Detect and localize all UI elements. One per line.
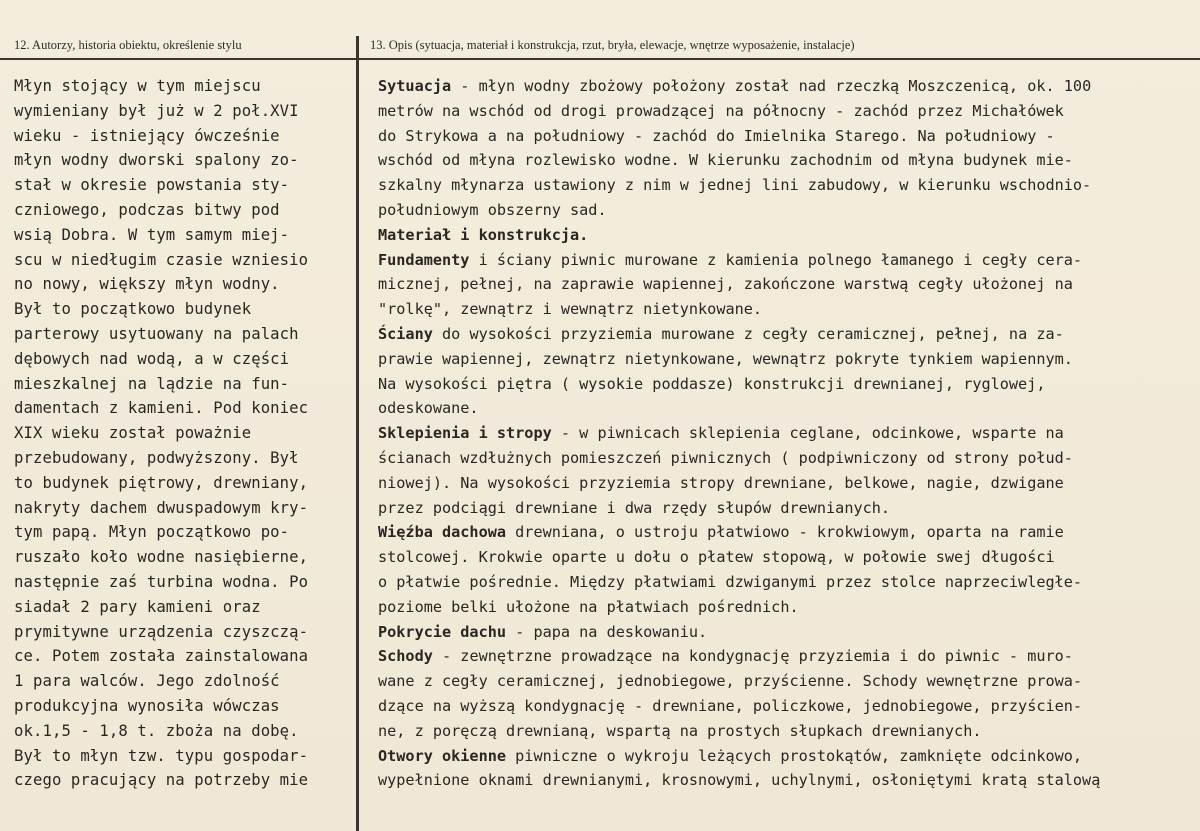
description-text-line [378,446,1186,471]
description-text: piwniczne o wykroju leżących prostokątów, zamknięte odcinkowo, [506,746,1083,765]
history-column [14,74,344,793]
description-text-line [378,272,1186,297]
history-text-line: młyn wodny dworski spalony zo- [14,151,299,170]
history-text-line: wsią Dobra. W tym samym miej- [14,225,290,244]
description-text: o płatwie pośrednie. Między płatwiami dzwiganymi przez stolce naprzeciwległe- [378,572,1083,591]
description-text: przez podciągi drewniane i dwa rzędy słupów drewnianych. [378,498,891,517]
history-text-line: siadał 2 pary kamieni oraz [14,597,261,616]
description-text-line [378,223,1186,248]
history-text-line: XIX wieku został poważnie [14,424,252,443]
description-text: - papa na deskowaniu. [506,622,708,641]
description-text-line [378,669,1186,694]
description-text-line [378,173,1186,198]
description-text: drewniana, o ustroju płatwiowo - krokwiowym, oparta na ramie [506,523,1064,542]
description-text: dzące na wyższą kondygnację - drewniane, policzkowe, jednobiegowe, przyścien- [378,696,1083,715]
description-text-line [378,148,1186,173]
description-text-line [378,496,1186,521]
description-text-line [378,421,1186,446]
description-text: południowym obszerny sad. [378,200,607,219]
description-text: "rolkę", zewnątrz i wewnątrz nietynkowane. [378,300,763,319]
section-heading: Materiał i konstrukcja. [378,225,589,244]
history-text-line: 1 para walców. Jego zdolność [14,672,280,691]
description-text: odeskowane. [378,399,479,418]
description-text: ścianach wzdłużnych pomieszczeń piwnicznych ( podpiwniczony od strony połud- [378,448,1073,467]
description-column [378,74,1186,793]
section-heading: Sklepienia i stropy [378,424,552,443]
section-heading: Więźba dachowa [378,523,507,542]
description-text: micznej, pełnej, na zaprawie wapiennej, zakończone warstwą cegły ułożonej na [378,275,1073,294]
description-text: poziome belki ułożone na płatwiach pośrednich. [378,597,799,616]
history-text-line: stał w okresie powstania sty- [14,176,290,195]
section-heading: Pokrycie dachu [378,622,507,641]
history-text-line: dębowych nad wodą, a w części [14,349,290,368]
description-text-line [378,744,1186,769]
description-text-line [378,198,1186,223]
description-text-line [378,322,1186,347]
history-text-line: czego pracujący na potrzeby mie [14,771,309,790]
history-text-line: Młyn stojący w tym miejscu [14,77,261,95]
history-text-line: ruszało koło wodne nasiębierne, [14,548,309,567]
history-text-line: scu w niedługim czasie wzniesio [14,250,309,269]
description-text-line [378,372,1186,397]
description-text-line [378,297,1186,322]
description-text: - zewnętrzne prowadzące na kondygnację przyziemia i do piwnic - muro- [432,647,1073,666]
description-text-line [378,74,1186,99]
description-text: Na wysokości piętra ( wysokie poddasze) konstrukcji drewnianej, ryglowej, [378,374,1046,393]
description-text: wane z cegły ceramicznej, jednobiegowe, przyścienne. Schody wewnętrzne prowa- [378,672,1083,691]
history-text-line: ok.1,5 - 1,8 t. zboża na dobę. [14,721,299,740]
history-text-line: ce. Potem została zainstalowana [14,647,309,666]
description-text-line [378,545,1186,570]
description-text-line [378,248,1186,273]
section-heading: Fundamenty [378,250,470,269]
description-text-line [378,694,1186,719]
section-heading: Sytuacja [378,77,452,95]
description-text-line [378,520,1186,545]
description-text-line [378,570,1186,595]
history-text-line: Był to młyn tzw. typu gospodar- [14,746,309,765]
description-text-line [378,595,1186,620]
history-text-line: damentach z kamieni. Pod koniec [14,399,309,418]
history-text-line: Był to początkowo budynek [14,300,252,319]
history-text-line: nakryty dachem dwuspadowym kry- [14,498,309,517]
description-text-line [378,620,1186,645]
description-text: prawie wapiennej, zewnątrz nietynkowane, wewnątrz pokryte tynkiem wapiennym. [378,349,1073,368]
description-text: - w piwnicach sklepienia ceglane, odcinkowe, wsparte na [551,424,1064,443]
history-text-line: produkcyjna wynosiła wówczas [14,696,280,715]
history-text-line: przebudowany, podwyższony. Był [14,448,299,467]
description-text-line [378,768,1186,793]
header-divider [0,58,1200,60]
section-12-header: 12. Autorzy, historia obiektu, określenie stylu [14,38,242,52]
description-text: ne, z poręczą drewnianą, wspartą na prostych słupkach drewnianych. [378,721,982,740]
history-text-line: prymitywne urządzenia czyszczą- [14,622,309,641]
history-text-line: wymieniany był już w 2 poł.XVI [14,101,299,120]
history-text-line: czniowego, podczas bitwy pod [14,200,280,219]
description-text: stolcowej. Krokwie oparte u dołu o płatew stopową, w połowie swej długości [378,548,1055,567]
description-text: wypełnione oknami drewnianymi, krosnowymi, uchylnymi, osłoniętymi kratą stalową [378,771,1101,790]
column-divider [356,36,359,831]
description-text-line [378,719,1186,744]
description-text-line [378,644,1186,669]
description-text: szkalny młynarza ustawiony z nim w jednej lini zabudowy, w kierunku wschodnio- [378,176,1092,195]
description-text-line [378,396,1186,421]
description-text: niowej). Na wysokości przyziemia stropy drewniane, belkowe, nagie, dzwigane [378,473,1064,492]
history-text-line: parterowy usytuowany na palach [14,324,299,343]
description-text: do wysokości przyziemia murowane z cegły ceramicznej, pełnej, na za- [432,324,1064,343]
section-heading: Ściany [378,324,433,343]
description-text-line [378,347,1186,372]
history-text-line: mieszkalnej na lądzie na fun- [14,374,290,393]
description-text-line [378,99,1186,124]
description-text: i ściany piwnic murowane z kamienia polnego łamanego i cegły cera- [469,250,1083,269]
history-text-line: no nowy, większy młyn wodny. [14,275,280,294]
description-text-line [378,471,1186,496]
history-text-line: wieku - istniejący ówcześnie [14,126,280,145]
section-heading: Otwory okienne [378,746,507,765]
description-text: metrów na wschód od drogi prowadzącej na północny - zachód przez Michałówek [378,101,1064,120]
description-text-line [378,124,1186,149]
description-text: do Strykowa a na południowy - zachód do Imielnika Starego. Na południowy - [378,126,1055,145]
section-heading: Schody [378,647,433,666]
description-text: wschód od młyna rozlewisko wodne. W kierunku zachodnim od młyna budynek mie- [378,151,1073,170]
section-13-header: 13. Opis (sytuacja, materiał i konstrukcja, rzut, bryła, elewacje, wnętrze wyposażenie, instalacje) [370,38,855,52]
history-text-line: następnie zaś turbina wodna. Po [14,572,309,591]
description-text: - młyn wodny zbożowy położony został nad rzeczką Moszczenicą, ok. 100 [451,77,1092,95]
history-text-line: to budynek piętrowy, drewniany, [14,473,309,492]
history-text-line: tym papą. Młyn początkowo po- [14,523,290,542]
